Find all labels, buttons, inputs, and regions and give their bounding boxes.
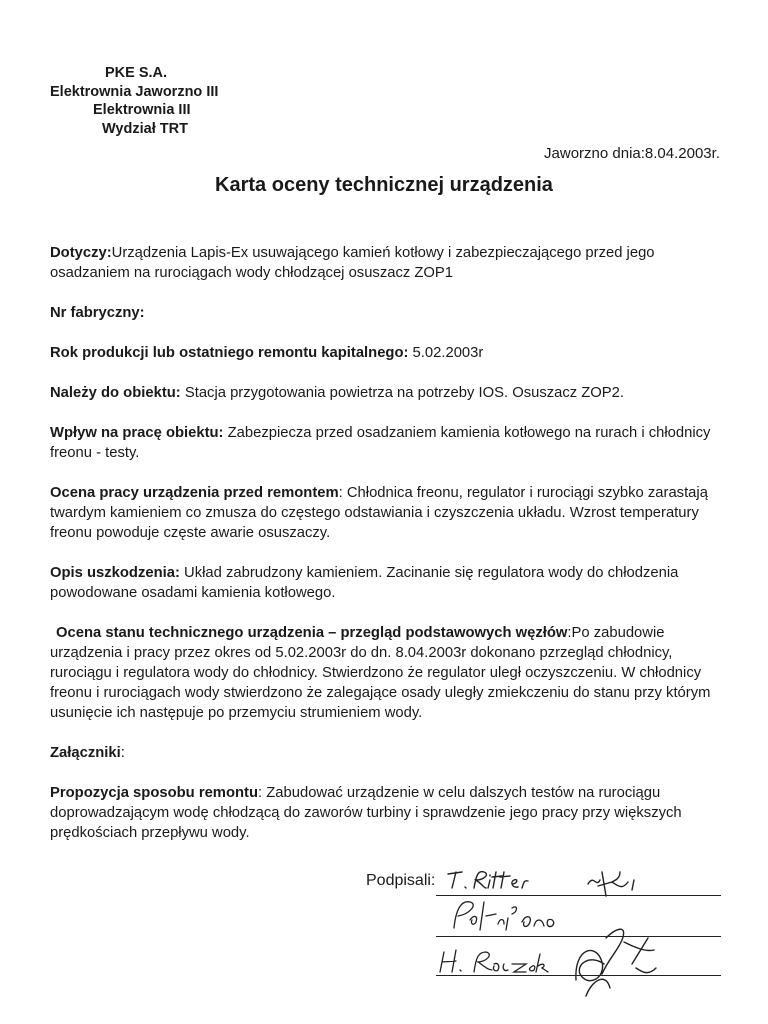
signature-label: Podpisali: [366,872,436,889]
signature-block [366,868,721,1008]
letterhead [50,64,218,138]
section-text: : [120,745,125,761]
section-ocena-pracy [50,483,720,543]
section-opis-uszkodzenia [50,563,720,603]
department-name: Wydział TRT [102,120,188,137]
section-text: : Chłodnica freonu, regulator i rurociągi szybko zarastają twardym kamieniem co zmusza do częstego odstawiania i czyszczenia układu. Wzrost temperatury freonu powoduje częste awarie osuszaczy. [50,485,708,541]
plant-name-short: Elektrownia III [93,102,191,118]
section-label: Należy do obiektu: [50,385,181,401]
section-text: Stacja przygotowania powietrza na potrzeby IOS. Osuszacz ZOP2. [180,385,625,401]
company-name: PKE S.A. [105,65,168,81]
document-date: Jaworzno dnia:8.04.2003r. [544,145,720,162]
section-label: Nr fabryczny: [50,305,145,321]
section-text: 5.02.2003r [408,345,484,361]
section-label: Dotyczy: [50,245,112,261]
document-body [50,243,720,863]
section-rok-produkcji [50,343,720,363]
section-label: Załączniki [50,745,121,761]
handwritten-signatures [366,868,721,1008]
section-zalaczniki [50,743,720,763]
section-text: Układ zabrudzony kamieniem. Zacinanie się regulatora wody do chłodzenia powodowane osadami kamienia kotłowego. [50,565,679,601]
section-text: Zabezpiecza przed osadzaniem kamienia kotłowego na rurach i chłodnicy freonu - testy. [50,425,711,461]
section-nr-fabryczny [50,303,720,323]
section-dotyczy [50,243,720,283]
section-label: Wpływ na pracę obiektu: [50,425,224,441]
section-text: : Zabudować urządzenie w celu dalszych testów na rurociągu doprowadzającym wodę chłodzącą do zaworów turbiny i sprawdzenie jego pracy przy większych prędkościach przepływu wody. [50,785,682,841]
plant-name: Elektrownia Jaworzno III [50,83,219,100]
section-nalezy-do-obiektu [50,383,720,403]
section-label: Opis uszkodzenia: [50,565,180,581]
section-wplyw-na-prace [50,423,720,463]
section-text: :Po zabudowie urządzenia i pracy przez okres od 5.02.2003r do dn. 8.04.2003r dokonano pzrzegląd chłodnicy, rurociągu i regulatora wody do chłodnicy. Stwierdzono że regulator uległ oczyszczeniu. W chłodnicy freonu i rurociągach wody stwierdzono że zalegające osady uległy zmiekczeniu do stanu przy którym usunięcie ich następuje po przemyciu strumieniem wody. [50,625,711,721]
section-label: Rok produkcji lub ostatniego remontu kapitalnego: [50,345,409,361]
section-text: Urządzenia Lapis-Ex usuwającego kamień kotłowy i zabezpieczającego przed jego osadzaniem na rurociągach wody chłodzącej osuszacz ZOP1 [50,245,655,281]
section-label: Propozycja sposobu remontu [50,785,259,801]
section-propozycja [50,783,720,843]
section-label: Ocena stanu technicznego urządzenia – przegląd podstawowych węzłów [56,625,568,641]
document-title: Karta oceny technicznej urządzenia [215,174,553,196]
section-label: Ocena pracy urządzenia przed remontem [50,485,339,501]
section-ocena-stanu [50,623,720,723]
